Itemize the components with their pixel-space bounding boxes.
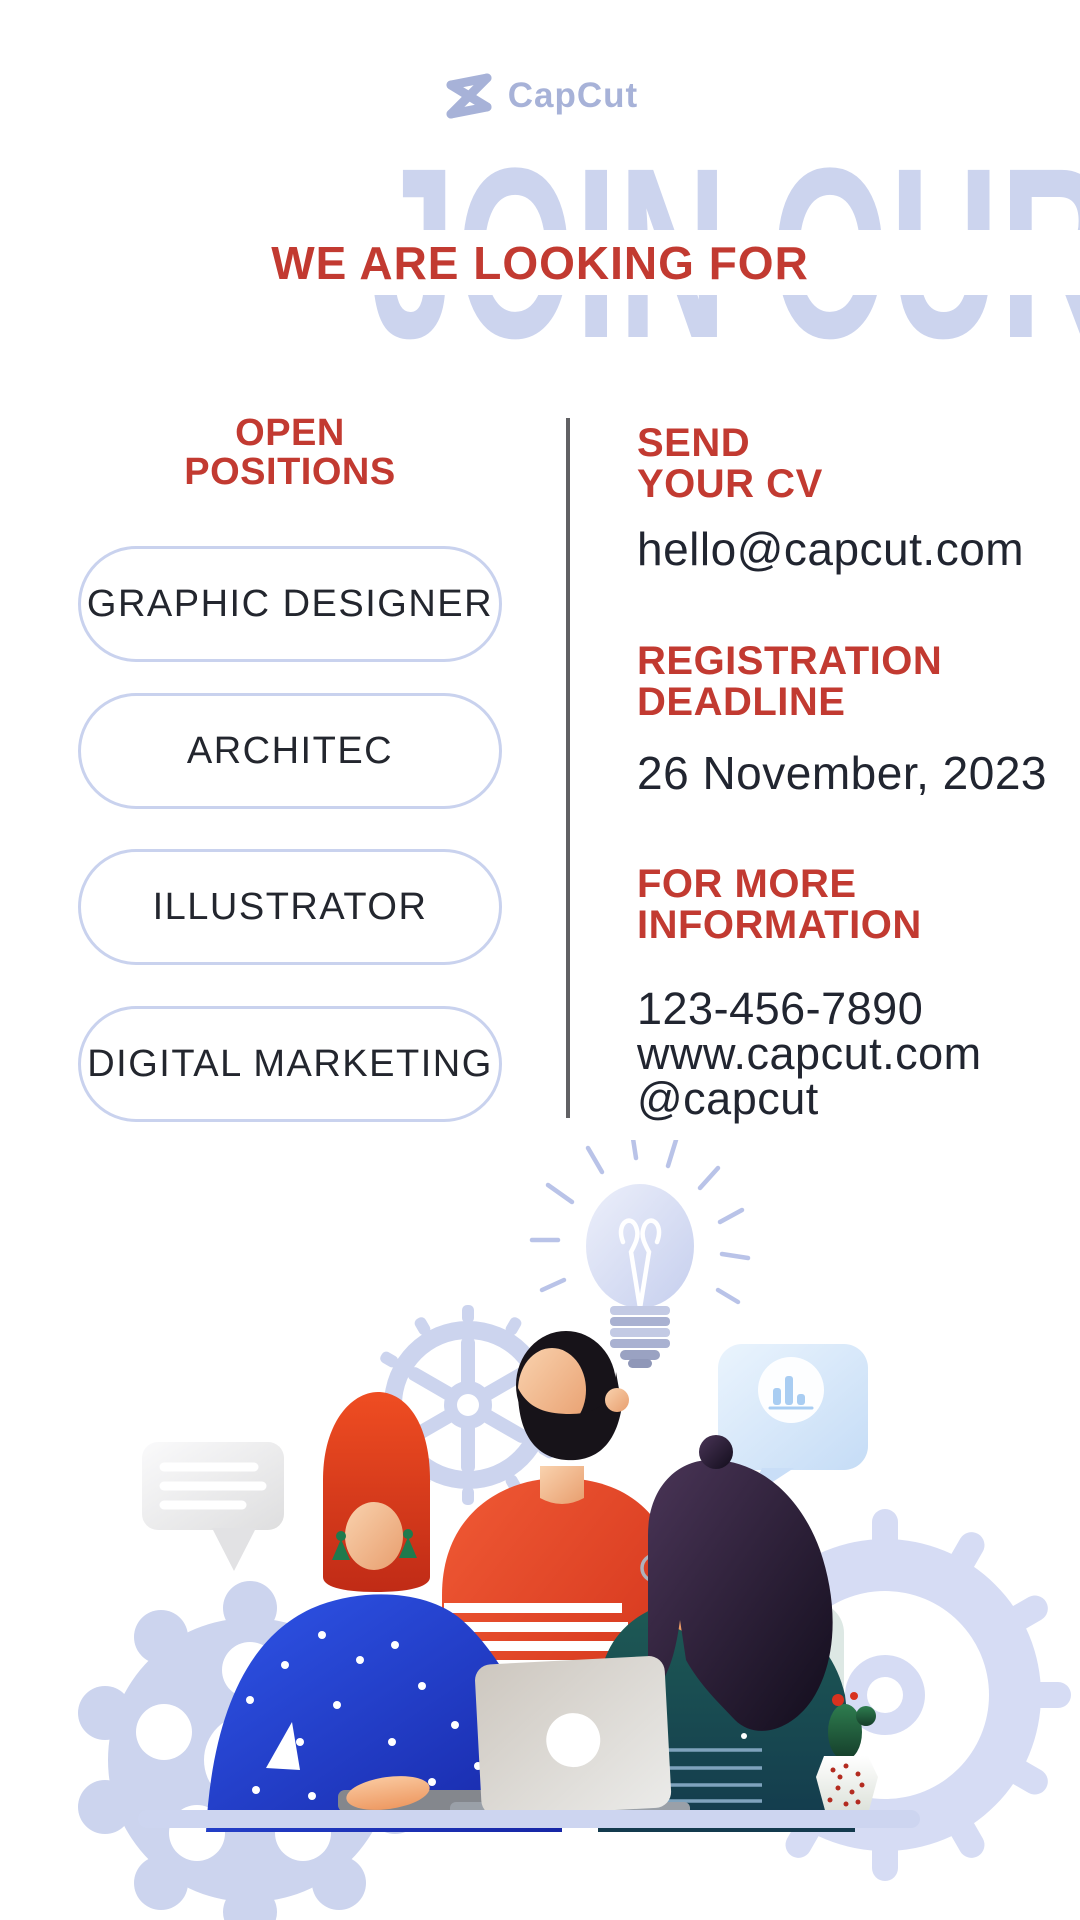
contact-lines <box>637 983 982 1124</box>
deadline-date: 26 November, 2023 <box>637 747 1047 799</box>
chat-bubble-icon <box>142 1442 284 1571</box>
team-people-illustration <box>0 1140 1080 1920</box>
open-positions-title: OPEN POSITIONS <box>184 412 396 493</box>
headline-band <box>0 230 1080 295</box>
position-pill-graphic-designer[interactable]: GRAPHIC DESIGNER <box>78 546 502 662</box>
cv-email[interactable]: hello@capcut.com <box>637 523 1025 575</box>
registration-deadline-title: REGISTRATION DEADLINE <box>637 639 943 724</box>
position-pill-digital-marketing[interactable]: DIGITAL MARKETING <box>78 1006 502 1122</box>
position-pill-illustrator[interactable]: ILLUSTRATOR <box>78 849 502 965</box>
website-url[interactable]: www.capcut.com <box>637 1028 982 1079</box>
headline: WE ARE LOOKING FOR <box>271 236 809 289</box>
brand-name: CapCut <box>507 76 639 115</box>
phone-number[interactable]: 123-456-7890 <box>637 983 924 1034</box>
social-handle[interactable]: @capcut <box>637 1073 819 1124</box>
floor-bar <box>138 1810 920 1828</box>
capcut-icon <box>442 72 496 120</box>
position-pill-architec[interactable]: ARCHITEC <box>78 693 502 809</box>
column-divider <box>566 418 570 1118</box>
more-information-title: FOR MORE INFORMATION <box>637 862 922 947</box>
send-cv-title: SEND YOUR CV <box>637 421 823 506</box>
logo <box>0 72 1080 120</box>
